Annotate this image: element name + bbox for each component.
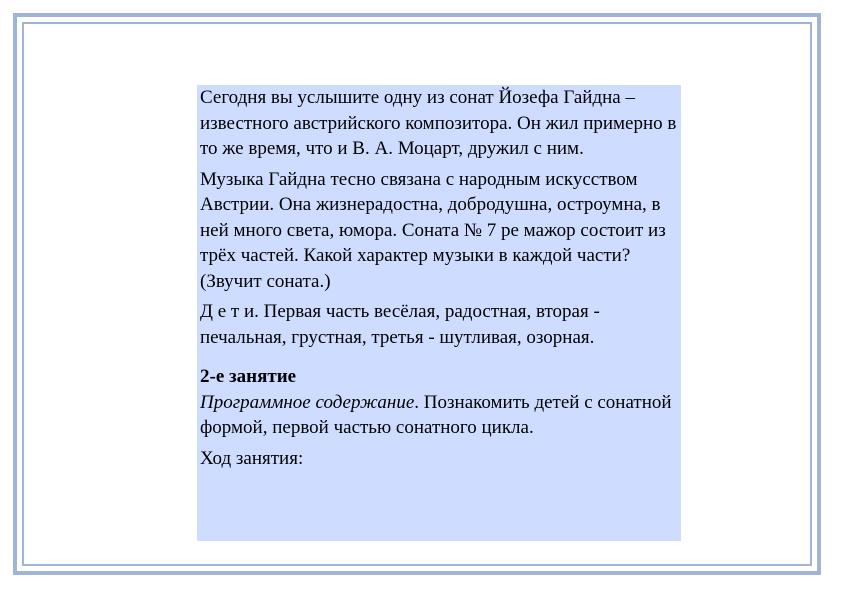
text-block: [197, 85, 681, 541]
program-content-text: . Познакомить детей с сонатной формой, первой частью сонатного цикла.: [200, 391, 672, 438]
paragraph-children-answer: Д е т и. Первая часть весёлая, радостная, вторая - печальная, грустная, третья - шутливая, озорная.: [200, 301, 600, 348]
program-content: [200, 390, 681, 441]
lesson-course-label: Ход занятия:: [200, 447, 304, 469]
paragraph-intro: Сегодня вы услышите одну из сонат Йозефа Гайдна – известного австрийского композитора. Он жил примерно в то же время, что и В. А. Моцарт, дружил с ним.: [200, 87, 677, 159]
program-content-label: Программное содержание: [200, 391, 415, 413]
paragraph-music-description: Музыка Гайдна тесно связана с народным искусством Австрии. Она жизнерадостна, добродушна, остроумна, в ней много света, юмора. Соната № 7 ре мажор состоит из трёх частей. Какой характер музыки в каждой части? (Звучит соната.): [200, 168, 666, 292]
lesson-heading: 2-е занятие: [200, 366, 297, 387]
